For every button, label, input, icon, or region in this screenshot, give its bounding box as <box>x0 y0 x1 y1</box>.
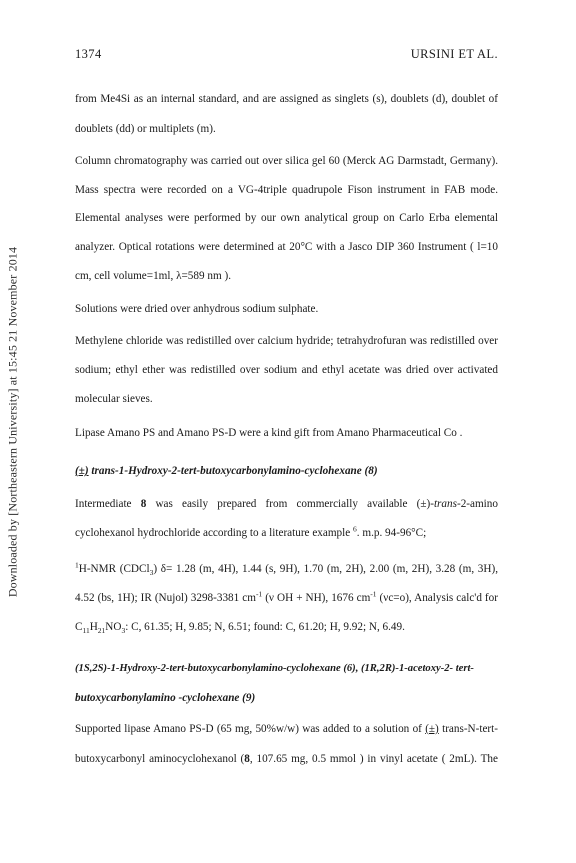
text-line: Methylene chloride was redistilled over calcium hydride; tetrahydrofuran was redistilled over <box>75 335 498 347</box>
text-line: sodium; ethyl ether was redistilled over sodium and ethyl acetate was dried over activated <box>75 364 498 376</box>
text-line <box>75 620 498 634</box>
text-line: molecular sieves. <box>75 393 153 405</box>
text-run: , 107.65 mg, 0.5 mmol ) in vinyl acetate ( 2mL). The <box>249 753 498 765</box>
text-line <box>75 497 498 511</box>
heading-text: trans-1-Hydroxy-2-tert-butoxycarbonylamino-cyclohexane (8) <box>88 465 378 477</box>
plus-minus-mark: (±) <box>75 465 89 477</box>
text-run: : C, 61.35; H, 9.85; N, 6.51; found: C, 61.20; H, 9.92; N, 6.49. <box>125 621 405 633</box>
text-run: 4.52 (bs, 1H); IR (Nujol) 3298-3381 cm <box>75 592 256 604</box>
text-line <box>75 591 498 605</box>
subscript: 3 <box>121 626 126 636</box>
compound-ref: 8 <box>140 498 147 510</box>
text-line <box>75 562 498 576</box>
text-run: Supported lipase Amano PS-D (65 mg, 50%w/w) was added to a solution of <box>75 723 426 735</box>
download-watermark-text: Downloaded by [Northeastern University] at 15:45 21 November 2014 <box>5 246 20 598</box>
text-line: doublets (dd) or multiplets (m). <box>75 123 216 135</box>
reference-superscript: 6 <box>353 524 357 534</box>
section-heading-compound-8 <box>75 464 498 478</box>
text-line: analyzer. Optical rotations were determined at 20°C with a Jasco DIP 360 Instrument ( l=10 <box>75 241 498 253</box>
text-line <box>75 752 498 766</box>
subscript: 11 <box>82 626 90 636</box>
text-line: cm, cell volume=1ml, λ=589 nm ). <box>75 270 231 282</box>
italic-run: trans <box>433 498 457 510</box>
text-run: cyclohexanol hydrochloride according to a literature example <box>75 527 354 539</box>
running-title: URSINI ET AL. <box>410 47 498 61</box>
text-line: from Me4Si as an internal standard, and are assigned as singlets (s), doublets (d), doublet of <box>75 93 498 105</box>
text-run: ) δ= 1.28 (m, 4H), 1.44 (s, 9H), 1.70 (m, 2H), 2.00 (m, 2H), 3.28 (m, 3H), <box>153 563 498 575</box>
page-number: 1374 <box>75 47 102 61</box>
superscript: 1 <box>75 560 79 570</box>
superscript: -1 <box>370 589 377 599</box>
text-run: (ν OH + NH), 1676 cm <box>262 592 371 604</box>
superscript: -1 <box>255 589 263 599</box>
heading-line: butoxycarbonylamino -cyclohexane (9) <box>75 692 256 704</box>
text-run: H-NMR (CDCl <box>78 563 150 575</box>
text-run: Intermediate <box>75 498 141 510</box>
text-line: Mass spectra were recorded on a VG-4triple quadrupole Fison instrument in FAB mode. <box>75 184 498 196</box>
text-run: trans-N-tert- <box>438 723 498 735</box>
text-run: C <box>75 621 83 633</box>
compound-ref: 8 <box>244 753 250 765</box>
text-run: -2-amino <box>456 498 498 510</box>
text-line: Solutions were dried over anhydrous sodium sulphate. <box>75 303 319 315</box>
text-run: . m.p. 94-96°C; <box>356 527 427 539</box>
heading-line: (1S,2S)-1-Hydroxy-2-tert-butoxycarbonylamino-cyclohexane (6), (1R,2R)-1-acetoxy-2- tert- <box>75 663 474 674</box>
text-run: (νc=o), Analysis calc'd for <box>376 592 498 604</box>
text-run: NO <box>105 621 122 633</box>
text-run: H <box>89 621 98 633</box>
text-line: Column chromatography was carried out over silica gel 60 (Merck AG Darmstadt, Germany). <box>75 155 498 167</box>
text-line: Elemental analyses were performed by our own analytical group on Carlo Erba elemental <box>75 212 498 224</box>
text-line: Lipase Amano PS and Amano PS-D were a kind gift from Amano Pharmaceutical Co . <box>75 427 463 439</box>
text-line <box>75 526 498 540</box>
plus-minus-mark: (±) <box>425 723 439 735</box>
text-run: butoxycarbonyl aminocyclohexanol ( <box>75 753 245 765</box>
subscript: 3 <box>149 568 154 578</box>
text-line <box>75 722 498 736</box>
text-run: was easily prepared from commercially available (±)- <box>146 498 434 510</box>
subscript: 21 <box>97 626 106 636</box>
